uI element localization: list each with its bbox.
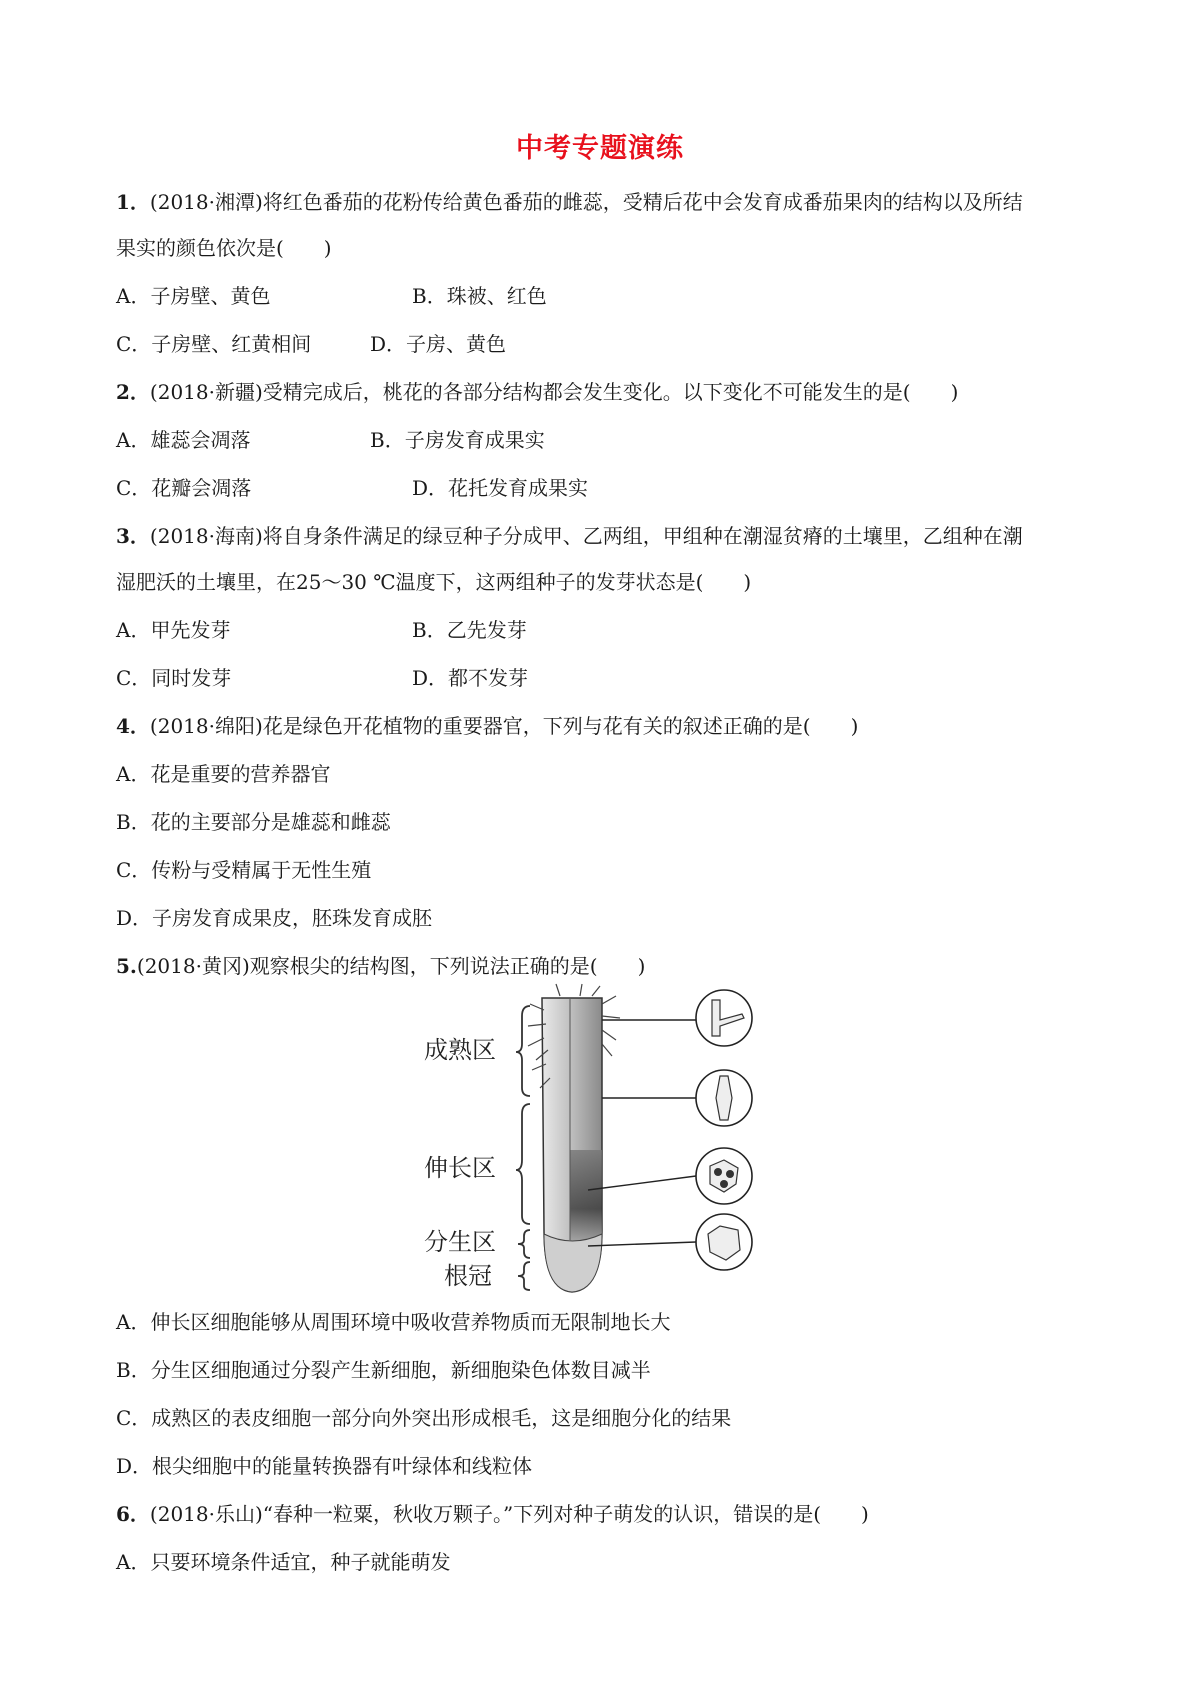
q2-option-a: A．雄蕊会凋落 <box>116 428 251 452</box>
q5-option-b: B．分生区细胞通过分裂产生新细胞，新细胞染色体数目减半 <box>116 1358 651 1382</box>
question-5-stem <box>116 952 645 980</box>
question-6-stem <box>116 1500 869 1528</box>
label-root-cap: 根冠 <box>444 1262 492 1290</box>
question-3-stem-continued: 湿肥沃的土壤里，在25～30 ℃温度下，这两组种子的发芽状态是( ) <box>116 570 752 594</box>
q5-option-c: C．成熟区的表皮细胞一部分向外突出形成根毛，这是细胞分化的结果 <box>116 1406 732 1430</box>
question-text: 花是绿色开花植物的重要器官，下列与花有关的叙述正确的是( ) <box>262 714 859 738</box>
meristem-shading <box>570 1150 602 1248</box>
q5-option-a: A．伸长区细胞能够从周围环境中吸收营养物质而无限制地长大 <box>116 1310 671 1334</box>
question-text: 受精完成后，桃花的各部分结构都会发生变化。以下变化不可能发生的是( ) <box>262 380 959 404</box>
q4-option-c: C．传粉与受精属于无性生殖 <box>116 858 372 882</box>
root-cap-shading <box>544 1234 602 1292</box>
question-number: 1． <box>116 190 150 214</box>
question-1-stem-continued: 果实的颜色依次是( ) <box>116 236 332 260</box>
q6-option-a: A．只要环境条件适宜，种子就能萌发 <box>116 1550 451 1574</box>
q2-option-c: C．花瓣会凋落 <box>116 476 252 500</box>
question-number: 6． <box>116 1502 150 1526</box>
q3-option-c: C．同时发芽 <box>116 666 232 690</box>
leader-lines <box>588 1020 696 1246</box>
question-text: “春种一粒粟，秋收万颗子。”下列对种子萌发的认识，错误的是( ) <box>262 1502 869 1526</box>
label-meristem-zone: 分生区 <box>424 1228 496 1256</box>
question-source: (2018·新疆) <box>149 380 263 404</box>
question-3-stem <box>116 522 1023 550</box>
q2-option-d: D．花托发育成果实 <box>412 476 589 500</box>
question-source: (2018·海南) <box>149 524 263 548</box>
q1-option-b: B．珠被、红色 <box>412 284 547 308</box>
nucleus-icon <box>726 1170 734 1178</box>
question-source: (2018·乐山) <box>149 1502 263 1526</box>
q2-option-b: B．子房发育成果实 <box>370 428 545 452</box>
q4-option-d: D．子房发育成果皮，胚珠发育成胚 <box>116 906 433 930</box>
question-text: 观察根尖的结构图，下列说法正确的是( ) <box>249 954 646 978</box>
q5-option-d: D．根尖细胞中的能量转换器有叶绿体和线粒体 <box>116 1454 533 1478</box>
question-number: 3． <box>116 524 150 548</box>
page-title: 中考专题演练 <box>516 133 684 164</box>
question-number: 4． <box>116 714 150 738</box>
question-source: (2018·湘潭) <box>149 190 263 214</box>
zone-braces <box>516 1006 530 1290</box>
q1-option-c: C．子房壁、红黄相间 <box>116 332 312 356</box>
label-elongation-zone: 伸长区 <box>424 1154 496 1182</box>
question-2-stem <box>116 378 958 406</box>
question-number: 2． <box>116 380 150 404</box>
q4-option-a: A．花是重要的营养器官 <box>116 762 331 786</box>
elongated-cell-icon <box>716 1076 732 1120</box>
q1-option-a: A．子房壁、黄色 <box>116 284 271 308</box>
q3-option-d: D．都不发芽 <box>412 666 529 690</box>
root-tip-diagram <box>420 980 780 1300</box>
question-1-stem <box>116 188 1023 216</box>
question-4-stem <box>116 712 858 740</box>
q1-option-d: D．子房、黄色 <box>370 332 507 356</box>
q4-option-b: B．花的主要部分是雄蕊和雌蕊 <box>116 810 391 834</box>
question-text: 将红色番茄的花粉传给黄色番茄的雌蕊，受精后花中会发育成番茄果肉的结构以及所结 <box>262 190 1023 214</box>
question-source: (2018·绵阳) <box>149 714 263 738</box>
question-text: 将自身条件满足的绿豆种子分成甲、乙两组，甲组种在潮湿贫瘠的土壤里，乙组种在潮 <box>262 524 1023 548</box>
q3-option-a: A．甲先发芽 <box>116 618 231 642</box>
question-source: (2018·黄冈) <box>136 954 250 978</box>
label-maturation-zone: 成熟区 <box>424 1036 496 1064</box>
nucleus-icon <box>720 1180 728 1188</box>
nucleus-icon <box>714 1168 722 1176</box>
question-number: 5. <box>116 954 137 978</box>
root-tip-figure <box>420 980 780 1300</box>
q3-option-b: B．乙先发芽 <box>412 618 527 642</box>
